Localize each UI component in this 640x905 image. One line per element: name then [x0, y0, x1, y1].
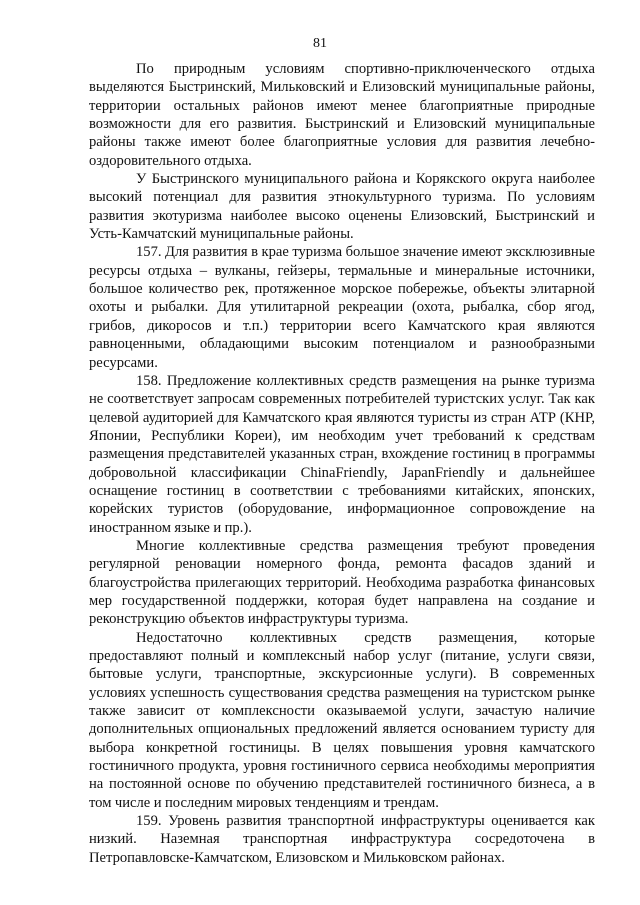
paragraph-renovation: Многие коллективные средства размещения требуют проведения регулярной реновации номерного фонда, ремонта фасадов зданий и благоустройства прилегающих территорий. Необходима разработка финансовых мер государственной поддержки, которая будет направлена на создание и реконструкцию объектов инфраструктуры туризма.	[89, 537, 595, 628]
page-number: 81	[313, 36, 327, 51]
paragraph-159: 159. Уровень развития транспортной инфраструктуры оценивается как низкий. Наземная транспортная инфраструктура сосредоточена в Петропавловске-Камчатском, Елизовском и Мильковском районах.	[89, 813, 595, 866]
document-body	[89, 60, 595, 867]
paragraph-sport-adventure: По природным условиям спортивно-приключенческого отдыха выделяются Быстринский, Мильковский и Елизовский муниципальные районы, территории остальных районов имеют менее благоприятные природные возможности для его развития. Быстринский и Елизовский муниципальные районы также имеют более благоприятные условия для развития лечебно-оздоровительного отдыха.	[89, 61, 595, 169]
paragraph-services: Недостаточно коллективных средств размещения, которые предоставляют полный и комплексный набор услуг (питание, услуги связи, бытовые услуги, транспортные, экскурсионные услуги). В современных условиях успешность существования средства размещения на туристском рынке также зависит от комплексности оказываемой услуги, зачастую наличие дополнительных опциональных предложений является основанием туристу для выбора конкретной гостиницы. В целях повышения уровня камчатского гостиничного продукта, уровня гостиничного сервиса необходимы мероприятия на постоянной основе по обучению представителей гостиничного бизнеса, а в том числе и последним мировых тенденциям и трендам.	[89, 629, 595, 811]
paragraph-157: 157. Для развития в крае туризма большое значение имеют эксклюзивные ресурсы отдыха – вулканы, гейзеры, термальные и минеральные источники, большое количество рек, протяженное морское побережье, объекты элитарной охоты и рыбалки. Для утилитарной рекреации (охота, рыбалка, сбор ягод, грибов, дикоросов и т.п.) территории всего Камчатского края являются равноценными, обладающими высоким потенциалом и разнообразными ресурсами.	[89, 244, 595, 371]
paragraph-158: 158. Предложение коллективных средств размещения на рынке туризма не соответствует запросам современных потребителей туристских услуг. Так как целевой аудиторией для Камчатского края являются туристы из стран АТР (КНР, Японии, Республики Кореи), им необходим учет требований к средствам размещения представителей указанных стран, вхождение гостиниц в программы добровольной классификации ChinaFriendly, JapanFriendly и дальнейшее оснащение гостиниц в соответствии с требованиями китайских, японских, корейских туристов (оборудование, информационное сопровождение на иностранном языке и пр.).	[89, 372, 595, 536]
paragraph-ethnocultural: У Быстринского муниципального района и Корякского округа наиболее высокий потенциал для развития этнокультурного туризма. По условиям развития экотуризма наиболее высоко оценены Елизовский, Быстринский и Усть-Камчатский муниципальные районы.	[89, 171, 595, 243]
